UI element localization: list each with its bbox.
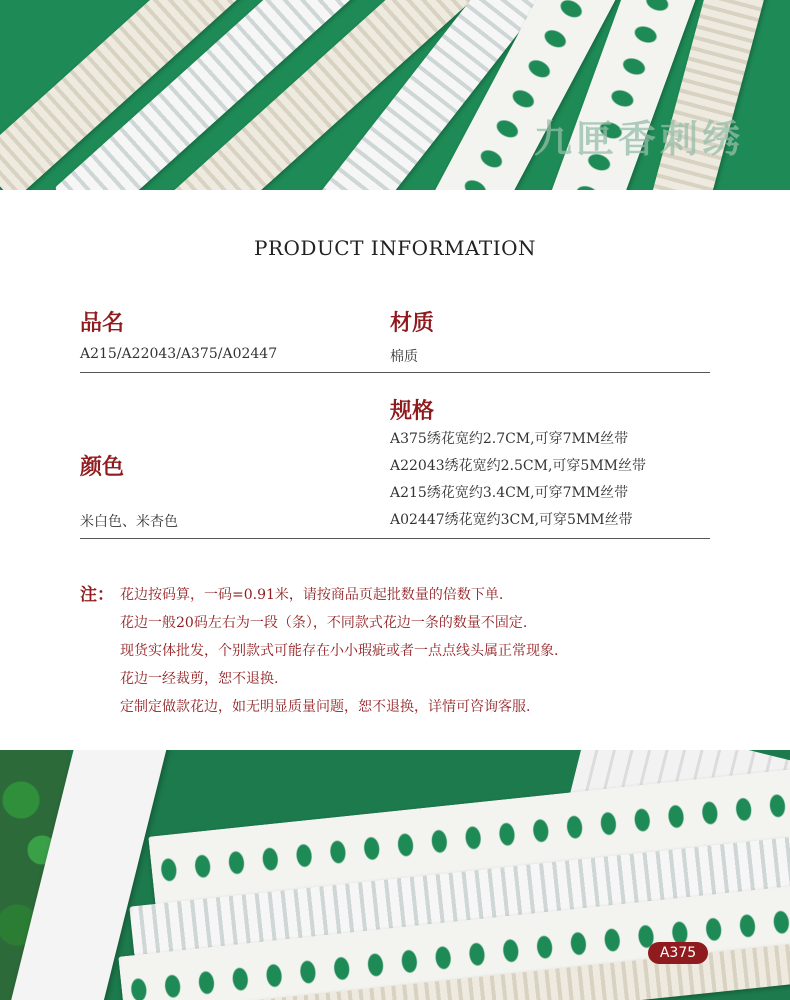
spec-line: A375绣花宽约2.7CM,可穿7MM丝带 xyxy=(390,431,629,447)
note-line: 定制定做款花边，如无明显质量问题，恕不退换，详情可咨询客服. xyxy=(120,699,531,715)
note-line: 现货实体批发，个别款式可能存在小小瑕疵或者一点点线头属正常现象. xyxy=(120,643,559,659)
notes-block xyxy=(80,584,558,724)
note-text: 花边按码算，一码=0.91米，请按商品页起批数量的倍数下单. xyxy=(120,587,504,603)
top-product-photo xyxy=(0,0,790,190)
brand-watermark: 九匣香刺绣 xyxy=(533,116,744,161)
section-title: PRODUCT INFORMATION xyxy=(254,236,536,260)
color-value: 米白色、米杏色 xyxy=(80,514,178,530)
note-line xyxy=(80,584,558,612)
spec-line: A22043绣花宽约2.5CM,可穿5MM丝带 xyxy=(390,458,646,474)
material-label: 材质 xyxy=(390,310,435,336)
note-line: 花边一般20码左右为一段（条），不同款式花边一条的数量不固定. xyxy=(120,615,528,631)
spec-line: A215绣花宽约3.4CM,可穿7MM丝带 xyxy=(390,485,629,501)
product-name-value: A215/A22043/A375/A02447 xyxy=(80,346,278,362)
spec-label: 规格 xyxy=(390,398,435,424)
model-badge: A375 xyxy=(648,942,708,964)
divider xyxy=(80,538,710,539)
product-name-label: 品名 xyxy=(80,310,125,336)
divider xyxy=(80,372,710,373)
spec-line: A02447绣花宽约3CM,可穿5MM丝带 xyxy=(390,512,633,528)
note-line: 花边一经裁剪，恕不退换. xyxy=(120,671,279,687)
note-label: 注： xyxy=(80,585,114,605)
color-label: 颜色 xyxy=(80,454,125,480)
material-value: 棉质 xyxy=(390,349,418,365)
